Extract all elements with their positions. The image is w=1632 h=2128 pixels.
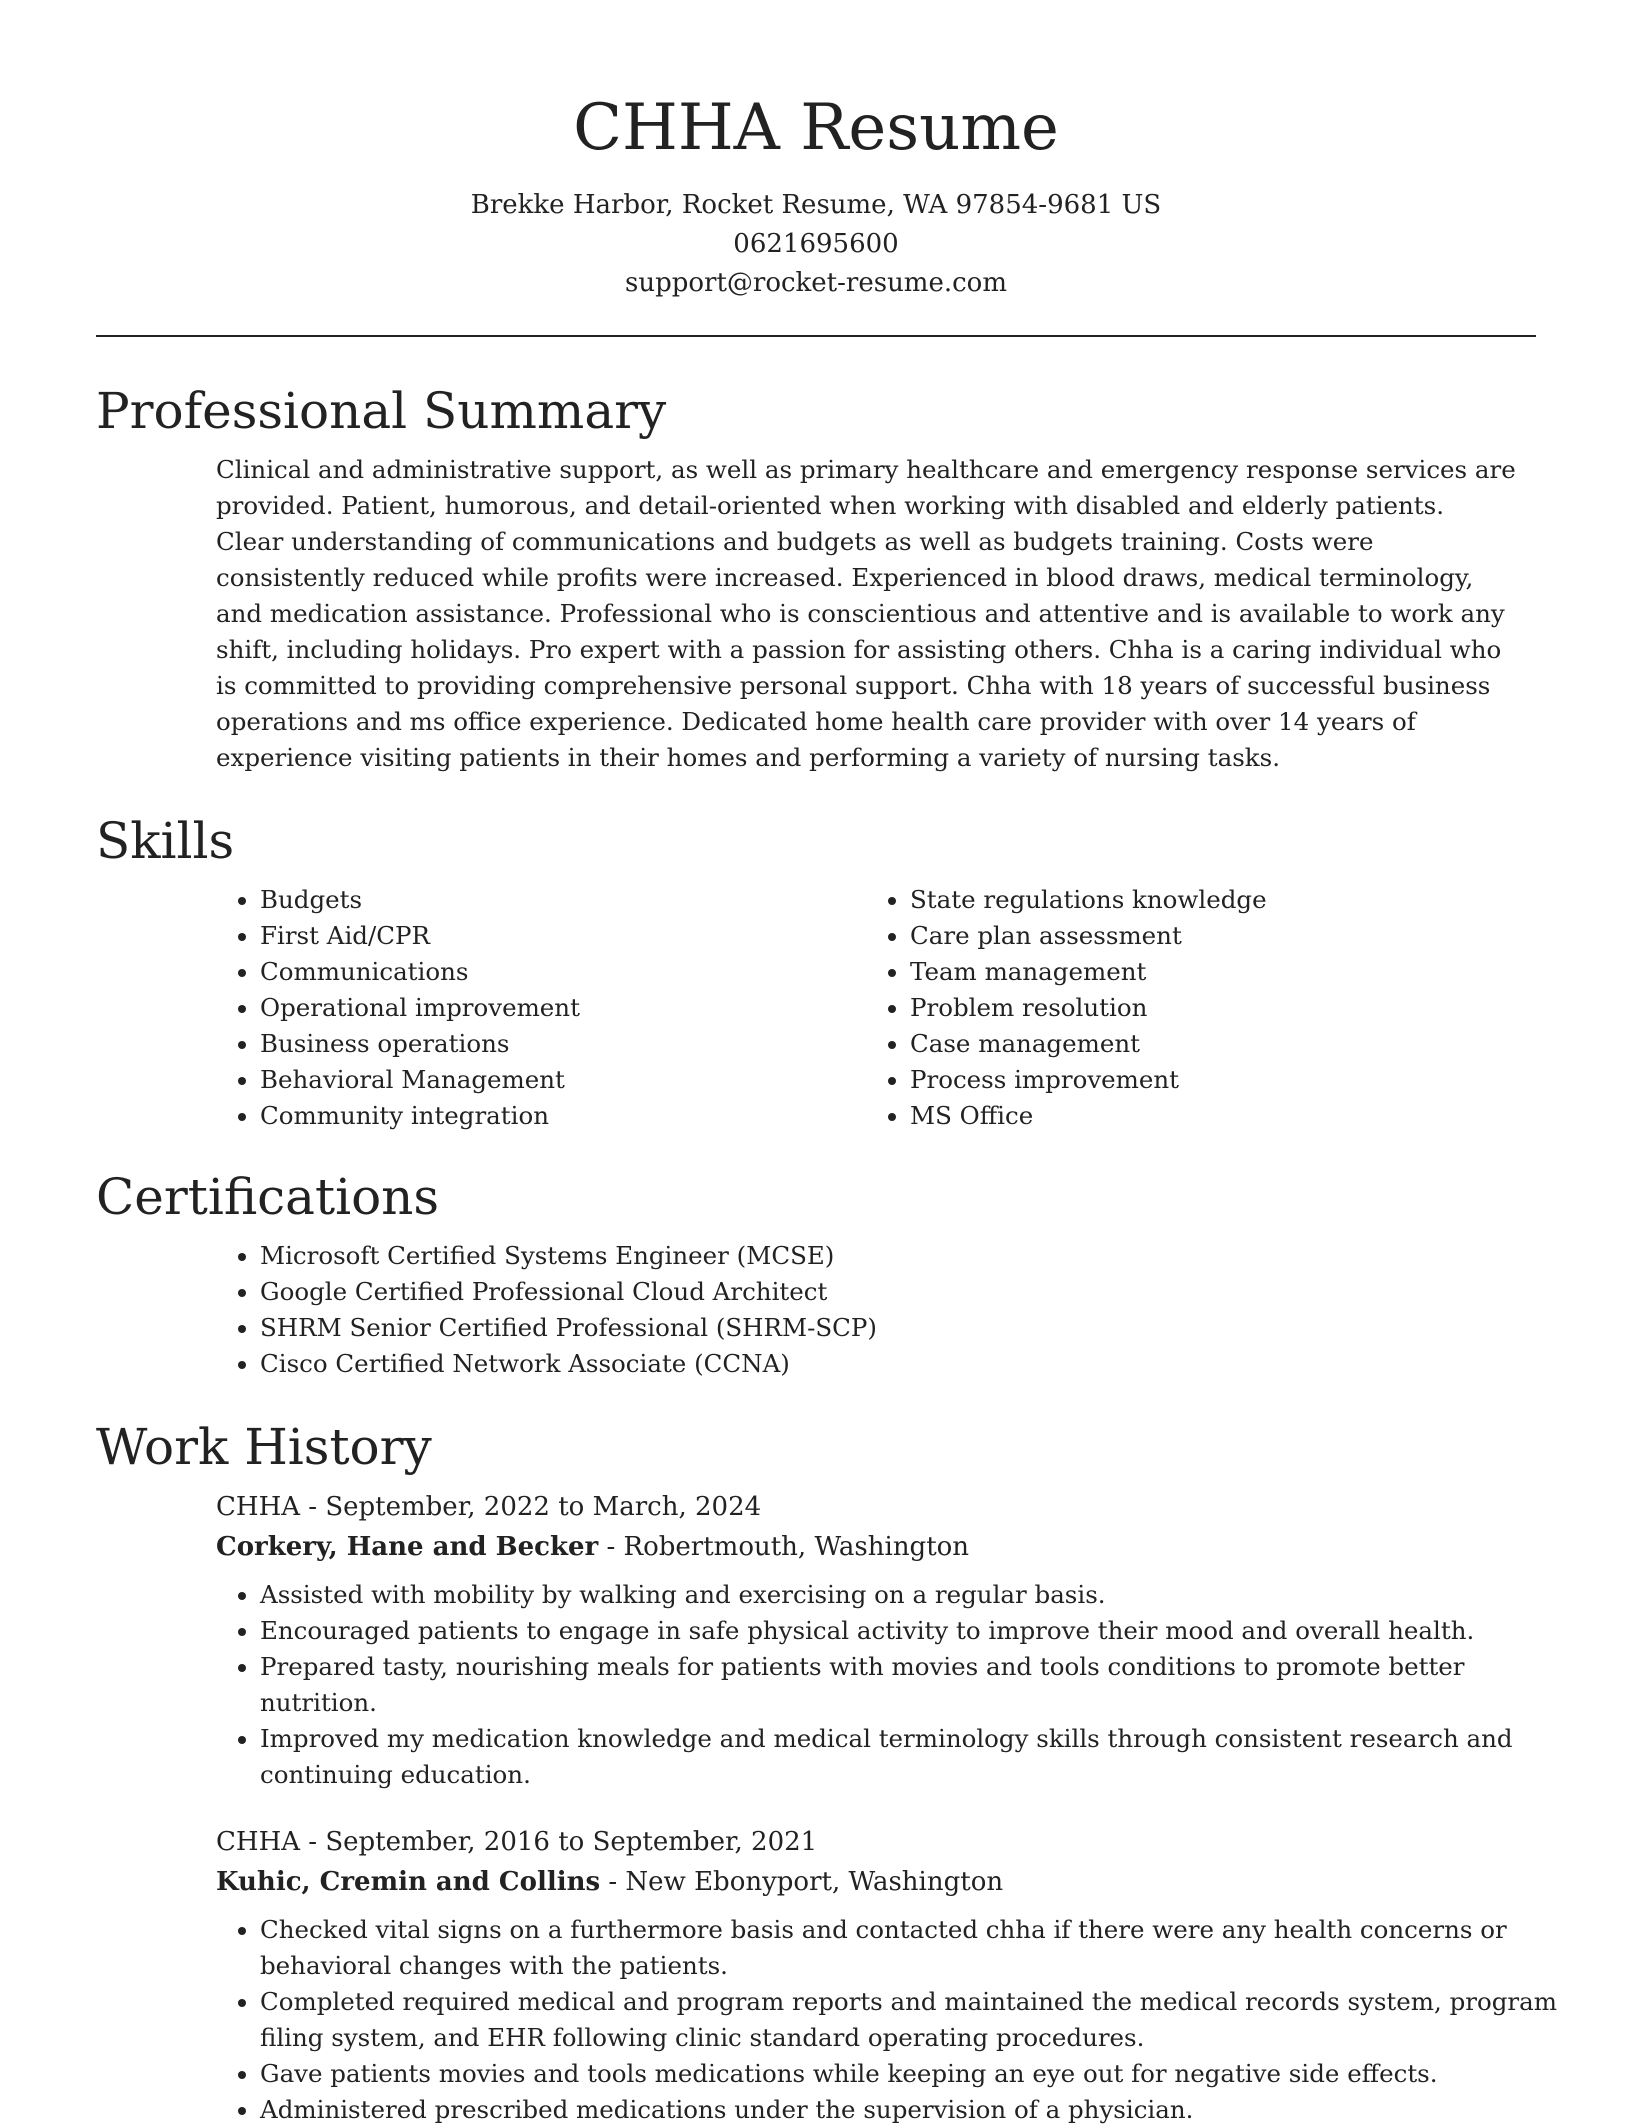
contact-email: support@rocket-resume.com (624, 268, 1007, 298)
skill-item: • Operational improvement (260, 990, 866, 1026)
skill-item: • Budgets (260, 882, 866, 918)
skill-item: • Behavioral Management (260, 1062, 866, 1098)
skills-list-left (216, 882, 866, 1134)
certifications-list (216, 1238, 1536, 1382)
job-company-line (216, 1862, 1536, 1902)
skill-item: • Care plan assessment (910, 918, 1516, 954)
work-history-title: Work History (96, 1418, 432, 1476)
certifications-title: Certifications (96, 1168, 440, 1226)
job-company: Corkery, Hane and Becker (216, 1532, 599, 1562)
job-bullet: • Administered prescribed medications under the supervision of a physician. (260, 2092, 1580, 2128)
certification-item: • Cisco Certified Network Associate (CCNA) (260, 1346, 1536, 1382)
work-history-section (96, 1414, 1557, 2128)
skill-item: • State regulations knowledge (910, 882, 1516, 918)
skills-column-left (216, 882, 866, 1134)
certification-item: • Google Certified Professional Cloud Architect (260, 1274, 1536, 1310)
job-bullet: • Prepared tasty, nourishing meals for patients with movies and tools conditions to promote better nutrition. (260, 1649, 1580, 1721)
contact-phone: 0621695600 (733, 229, 899, 259)
job-bullet: • Encouraged patients to engage in safe physical activity to improve their mood and overall health. (260, 1613, 1580, 1649)
skills-list-right (866, 882, 1516, 1134)
skills-column-right (866, 882, 1516, 1134)
job-bullet: • Assisted with mobility by walking and exercising on a regular basis. (260, 1577, 1580, 1613)
job-bullet: • Checked vital signs on a furthermore basis and contacted chha if there were any health concerns or behavioral changes with the patients. (260, 1912, 1580, 1984)
job-company: Kuhic, Cremin and Collins (216, 1867, 601, 1897)
job-location: - New Ebonyport, Washington (600, 1867, 1004, 1897)
job-title-line: CHHA - September, 2022 to March, 2024 (216, 1492, 762, 1522)
job-title-line: CHHA - September, 2016 to September, 2021 (216, 1827, 818, 1857)
skill-item: • Team management (910, 954, 1516, 990)
job-bullets (216, 1577, 1580, 1793)
skill-item: • Community integration (260, 1098, 866, 1134)
summary-text: Clinical and administrative support, as well as primary healthcare and emergency response services are provided. Patient, humorous, and detail-oriented when working with disabled and elderly patients. Clear understanding of communications and budgets as well as budgets training. Costs were consistently reduced while profits were increased. Experienced in blood draws, medical terminology, and medication assistance. Professional who is conscientious and attentive and is available to work any shift, including holidays. Pro expert with a passion for assisting others. Chha is a caring individual who is committed to providing comprehensive personal support. Chha with 18 years of successful business operations and ms office experience. Dedicated home health care provider with over 14 years of experience visiting patients in their homes and performing a variety of nursing tasks. (216, 455, 1516, 772)
contact-block (96, 186, 1536, 303)
skill-item: • Business operations (260, 1026, 866, 1062)
summary-title: Professional Summary (96, 382, 667, 440)
header-divider (96, 335, 1536, 337)
job-company-line (216, 1527, 1536, 1567)
skill-item: • Case management (910, 1026, 1516, 1062)
skill-item: • First Aid/CPR (260, 918, 866, 954)
resume-header (96, 0, 1536, 337)
resume-page (96, 0, 1557, 2124)
skill-item: • Communications (260, 954, 866, 990)
skill-item: • Problem resolution (910, 990, 1516, 1026)
job-bullet: • Improved my medication knowledge and medical terminology skills through consistent research and continuing education. (260, 1721, 1580, 1793)
contact-address: Brekke Harbor, Rocket Resume, WA 97854-9681 US (470, 190, 1162, 220)
skill-item: • MS Office (910, 1098, 1516, 1134)
job-entry (216, 1488, 1536, 1793)
job-bullet: • Gave patients movies and tools medications while keeping an eye out for negative side effects. (260, 2056, 1580, 2092)
skills-columns (216, 882, 1536, 1134)
job-location: - Robertmouth, Washington (598, 1532, 970, 1562)
skills-title: Skills (96, 812, 235, 870)
job-bullets (216, 1912, 1580, 2128)
skill-item: • Process improvement (910, 1062, 1516, 1098)
certification-item: • Microsoft Certified Systems Engineer (MCSE) (260, 1238, 1536, 1274)
job-bullet: • Completed required medical and program reports and maintained the medical records system, program filing system, and EHR following clinic standard operating procedures. (260, 1984, 1580, 2056)
skills-section (96, 808, 1536, 1134)
resume-title: CHHA Resume (573, 91, 1059, 165)
summary-section (96, 378, 1536, 776)
certification-item: • SHRM Senior Certified Professional (SHRM-SCP) (260, 1310, 1536, 1346)
job-entry (216, 1823, 1557, 2128)
certifications-section (96, 1164, 1536, 1382)
